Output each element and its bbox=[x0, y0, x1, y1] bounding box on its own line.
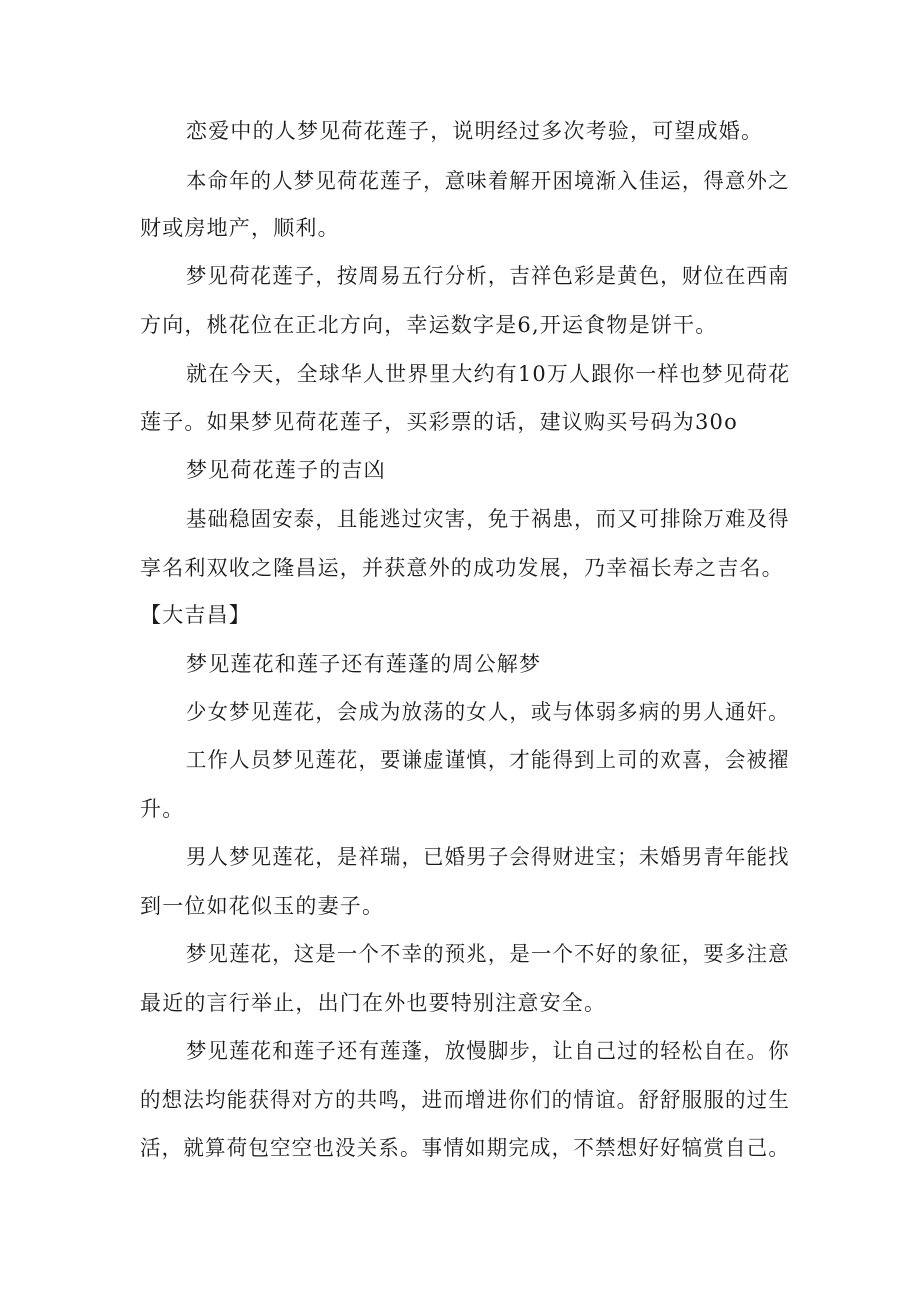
text-line: 恋爱中的人梦见荷花莲子，说明经过多次考验，可望成婚。 bbox=[186, 119, 764, 143]
text-line: 男人梦见莲花，是祥瑞，已婚男子会得财进宝；未婚男青年能找 bbox=[186, 845, 790, 869]
text-line: 工作人员梦见莲花，要谦虚谨慎，才能得到上司的欢喜，会被擢 bbox=[186, 748, 790, 772]
result-label: 【大吉昌】 bbox=[140, 603, 251, 627]
section-heading: 梦见荷花莲子的吉凶 bbox=[186, 458, 386, 482]
text-line: 莲子。如果梦见荷花莲子，买彩票的话，建议购买号码为30o bbox=[140, 410, 738, 434]
text-line: 基础稳固安泰，且能逃过灾害，免于祸患，而又可排除万难及得 bbox=[186, 507, 790, 531]
text-line: 享名利双收之隆昌运，并获意外的成功发展，乃幸福长寿之吉名。 bbox=[140, 556, 784, 580]
text-line: 到一位如花似玉的妻子。 bbox=[140, 894, 385, 918]
text-line: 梦见荷花莲子，按周易五行分析，吉祥色彩是黄色，财位在西南 bbox=[186, 264, 790, 288]
text-line: 本命年的人梦见荷花莲子，意味着解开困境渐入佳运，得意外之 bbox=[186, 169, 790, 193]
text-line: 就在今天，全球华人世界里大约有10万人跟你一样也梦见荷花 bbox=[186, 362, 791, 386]
text-line: 少女梦见莲花，会成为放荡的女人，或与体弱多病的男人通奸。 bbox=[186, 700, 790, 724]
text-line: 活，就算荷包空空也没关系。事情如期完成，不禁想好好犒赏自己。 bbox=[140, 1136, 791, 1160]
text-line: 梦见莲花，这是一个不幸的预兆，是一个不好的象征，要多注意 bbox=[186, 942, 790, 966]
text-line: 梦见莲花和莲子还有莲蓬，放慢脚步，让自己过的轻松自在。你 bbox=[186, 1039, 790, 1063]
text-line: 最近的言行举止，出门在外也要特别注意安全。 bbox=[140, 991, 607, 1015]
text-line: 升。 bbox=[140, 797, 185, 821]
text-line: 财或房地产，顺利。 bbox=[140, 216, 340, 240]
section-heading: 梦见莲花和莲子还有莲蓬的周公解梦 bbox=[186, 652, 542, 676]
text-line: 方向，桃花位在正北方向，幸运数字是6,开运食物是饼干。 bbox=[140, 313, 718, 337]
text-line: 的想法均能获得对方的共鸣，进而增进你们的情谊。舒舒服服的过生 bbox=[140, 1088, 791, 1112]
